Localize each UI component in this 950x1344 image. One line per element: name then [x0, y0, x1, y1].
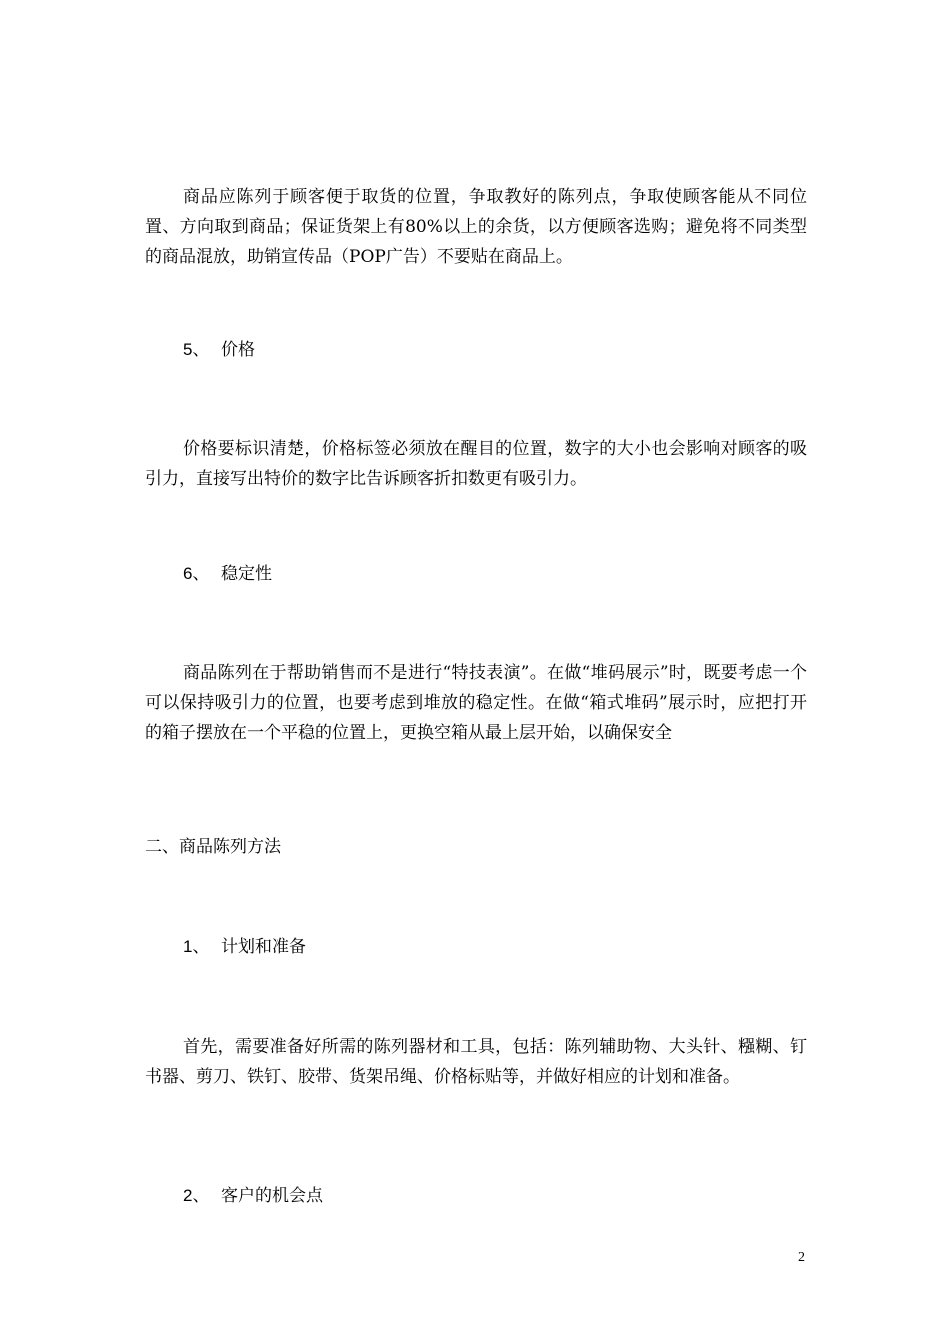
heading-number: 1、: [183, 937, 210, 956]
heading-number: 2、: [183, 1186, 210, 1205]
section-title: 二、商品陈列方法: [145, 837, 281, 857]
paragraph-price: 价格要标识清楚，价格标签必须放在醒目的位置，数字的大小也会影响对顾客的吸引力，直接写出特价的数字比告诉顾客折扣数更有吸引力。: [145, 439, 807, 489]
paragraph-stability: 商品陈列在于帮助销售而不是进行“特技表演”。在做“堆码展示”时，既要考虑一个可以保持吸引力的位置，也要考虑到堆放的稳定性。在做“箱式堆码”展示时，应把打开的箱子摆放在一个平稳的位置上，更换空箱从最上层开始，以确保安全: [145, 663, 807, 743]
heading-title: 稳定性: [221, 564, 272, 584]
paragraph-display-position: 商品应陈列于顾客便于取货的位置，争取教好的陈列点，争取使顾客能从不同位置、方向取到商品；保证货架上有80%以上的余货，以方便顾客选购；避免将不同类型的商品混放，助销宣传品（POP广告）不要贴在商品上。: [145, 187, 807, 267]
heading-price: [183, 335, 255, 365]
heading-title: 价格: [221, 340, 255, 360]
heading-opportunity: [183, 1181, 323, 1211]
heading-planning: [183, 932, 306, 962]
paragraph-planning: 首先，需要准备好所需的陈列器材和工具，包括：陈列辅助物、大头针、糨糊、钉书器、剪刀、铁钉、胶带、货架吊绳、价格标贴等，并做好相应的计划和准备。: [145, 1037, 807, 1087]
page-number: 2: [798, 1250, 805, 1265]
heading-title: 计划和准备: [221, 937, 306, 957]
heading-number: 6、: [183, 564, 210, 583]
heading-number: 5、: [183, 340, 210, 359]
heading-stability: [183, 559, 272, 589]
heading-title: 客户的机会点: [221, 1186, 323, 1206]
